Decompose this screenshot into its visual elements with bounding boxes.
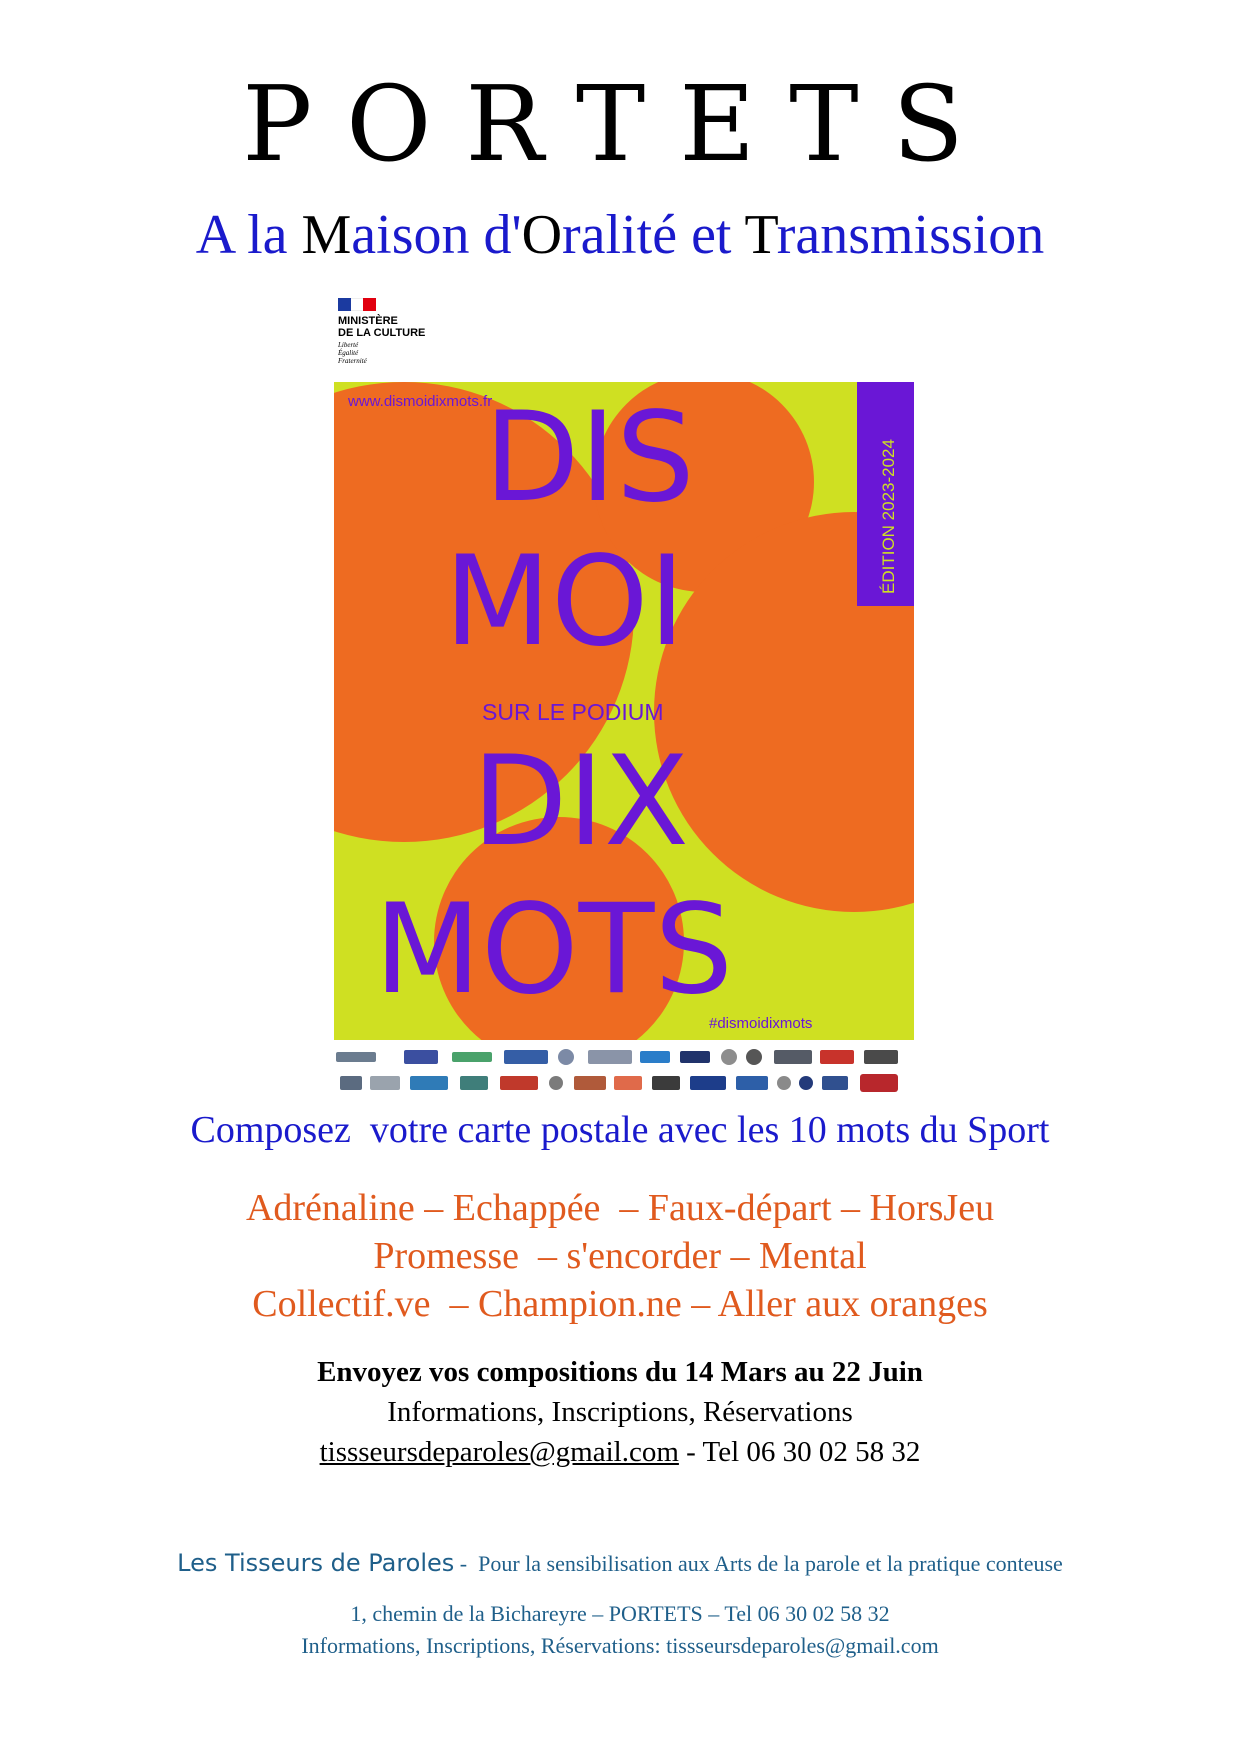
partner-logo <box>777 1076 791 1090</box>
partner-logo <box>736 1076 768 1090</box>
partner-logo <box>558 1049 574 1065</box>
partner-logo <box>614 1076 642 1090</box>
ministry-motto <box>338 341 478 365</box>
partner-logo <box>822 1076 848 1090</box>
page-title: PORTETS <box>242 63 998 185</box>
partner-logo <box>340 1076 362 1090</box>
poster-artwork <box>334 382 914 1040</box>
phone-text: - Tel 06 30 02 58 32 <box>678 1436 921 1468</box>
partner-logo <box>864 1050 898 1064</box>
partner-logo <box>504 1050 548 1064</box>
event-poster <box>334 382 914 1040</box>
poster-edition: ÉDITION 2023-2024 <box>879 439 898 594</box>
words-line: Promesse – s'encorder – Mental <box>373 1235 867 1277</box>
poster-hashtag: #dismoidixmots <box>709 1015 813 1032</box>
subtitle-text: aison d' <box>351 204 522 266</box>
partner-logo <box>652 1076 680 1090</box>
subtitle-text: A la <box>195 204 302 266</box>
motto-line: Liberté <box>338 341 359 349</box>
poster-podium: SUR LE PODIUM <box>482 699 664 725</box>
submission-info <box>0 1352 1240 1472</box>
poster-word-mots: MOTS <box>374 878 734 1022</box>
partner-logo <box>721 1049 737 1065</box>
partner-logo <box>690 1076 726 1090</box>
partner-logos <box>334 1046 914 1098</box>
poster-word-dis: DIS <box>484 386 695 530</box>
motto-line: Fraternité <box>338 357 367 365</box>
partner-logo <box>452 1052 492 1062</box>
subtitle-initial-m: M <box>301 204 352 266</box>
org-name: Les Tisseurs de Paroles <box>177 1549 455 1577</box>
submission-dates: Envoyez vos compositions du 14 Mars au 22 Juin <box>317 1356 923 1388</box>
partner-logo <box>588 1050 632 1064</box>
partner-logo <box>500 1076 538 1090</box>
subtitle-initial-t: T <box>744 204 777 266</box>
ministry-name-line: DE LA CULTURE <box>338 327 426 339</box>
subtitle-text: ransmission <box>776 204 1045 266</box>
words-line: Collectif.ve – Champion.ne – Aller aux oranges <box>252 1283 988 1325</box>
partner-logo <box>460 1076 488 1090</box>
partner-logo <box>574 1076 606 1090</box>
subtitle-initial-o: O <box>521 204 563 266</box>
poster-word-moi: MOI <box>444 530 686 674</box>
ministry-logo <box>338 298 478 365</box>
ministry-name <box>338 315 478 339</box>
partner-logo <box>746 1049 762 1065</box>
partner-logo <box>640 1051 670 1063</box>
partner-logo <box>820 1050 854 1064</box>
poster-word-dix: DIX <box>472 730 689 874</box>
partner-logo <box>410 1076 448 1090</box>
partner-logo <box>370 1076 400 1090</box>
venue-subtitle <box>0 205 1240 267</box>
partner-logo <box>404 1050 438 1064</box>
french-flag-icon <box>338 298 376 311</box>
footer-org-line <box>0 1547 1240 1580</box>
footer-address: 1, chemin de la Bichareyre – PORTETS – Tel 06 30 02 58 32 <box>350 1601 890 1626</box>
partner-logo <box>549 1076 563 1090</box>
partner-logo <box>680 1051 710 1063</box>
contact-line <box>0 1432 1240 1472</box>
motto-line: Égalité <box>338 349 359 357</box>
partner-logo <box>860 1074 898 1092</box>
poster-url: www.dismoidixmots.fr <box>348 393 493 410</box>
words-line: Adrénaline – Echappée – Faux-départ – HorsJeu <box>245 1187 995 1229</box>
ministry-name-line: MINISTÈRE <box>338 315 398 327</box>
org-tagline: - Pour la sensibilisation aux Arts de la parole et la pratique conteuse <box>454 1551 1063 1576</box>
partner-logo <box>774 1050 812 1064</box>
partner-logo <box>336 1052 376 1062</box>
footer-contact: Informations, Inscriptions, Réservations: tissseursdeparoles@gmail.com <box>301 1633 939 1658</box>
sport-words <box>0 1184 1240 1328</box>
footer <box>0 1547 1240 1662</box>
info-details: Informations, Inscriptions, Réservations <box>387 1396 853 1428</box>
partner-logos-strip <box>334 1046 914 1098</box>
compose-heading: Composez votre carte postale avec les 10 mots du Sport <box>190 1109 1050 1151</box>
subtitle-text: ralité et <box>562 204 745 266</box>
email-link[interactable]: tissseursdeparoles@gmail.com <box>319 1436 679 1468</box>
partner-logo <box>799 1076 813 1090</box>
